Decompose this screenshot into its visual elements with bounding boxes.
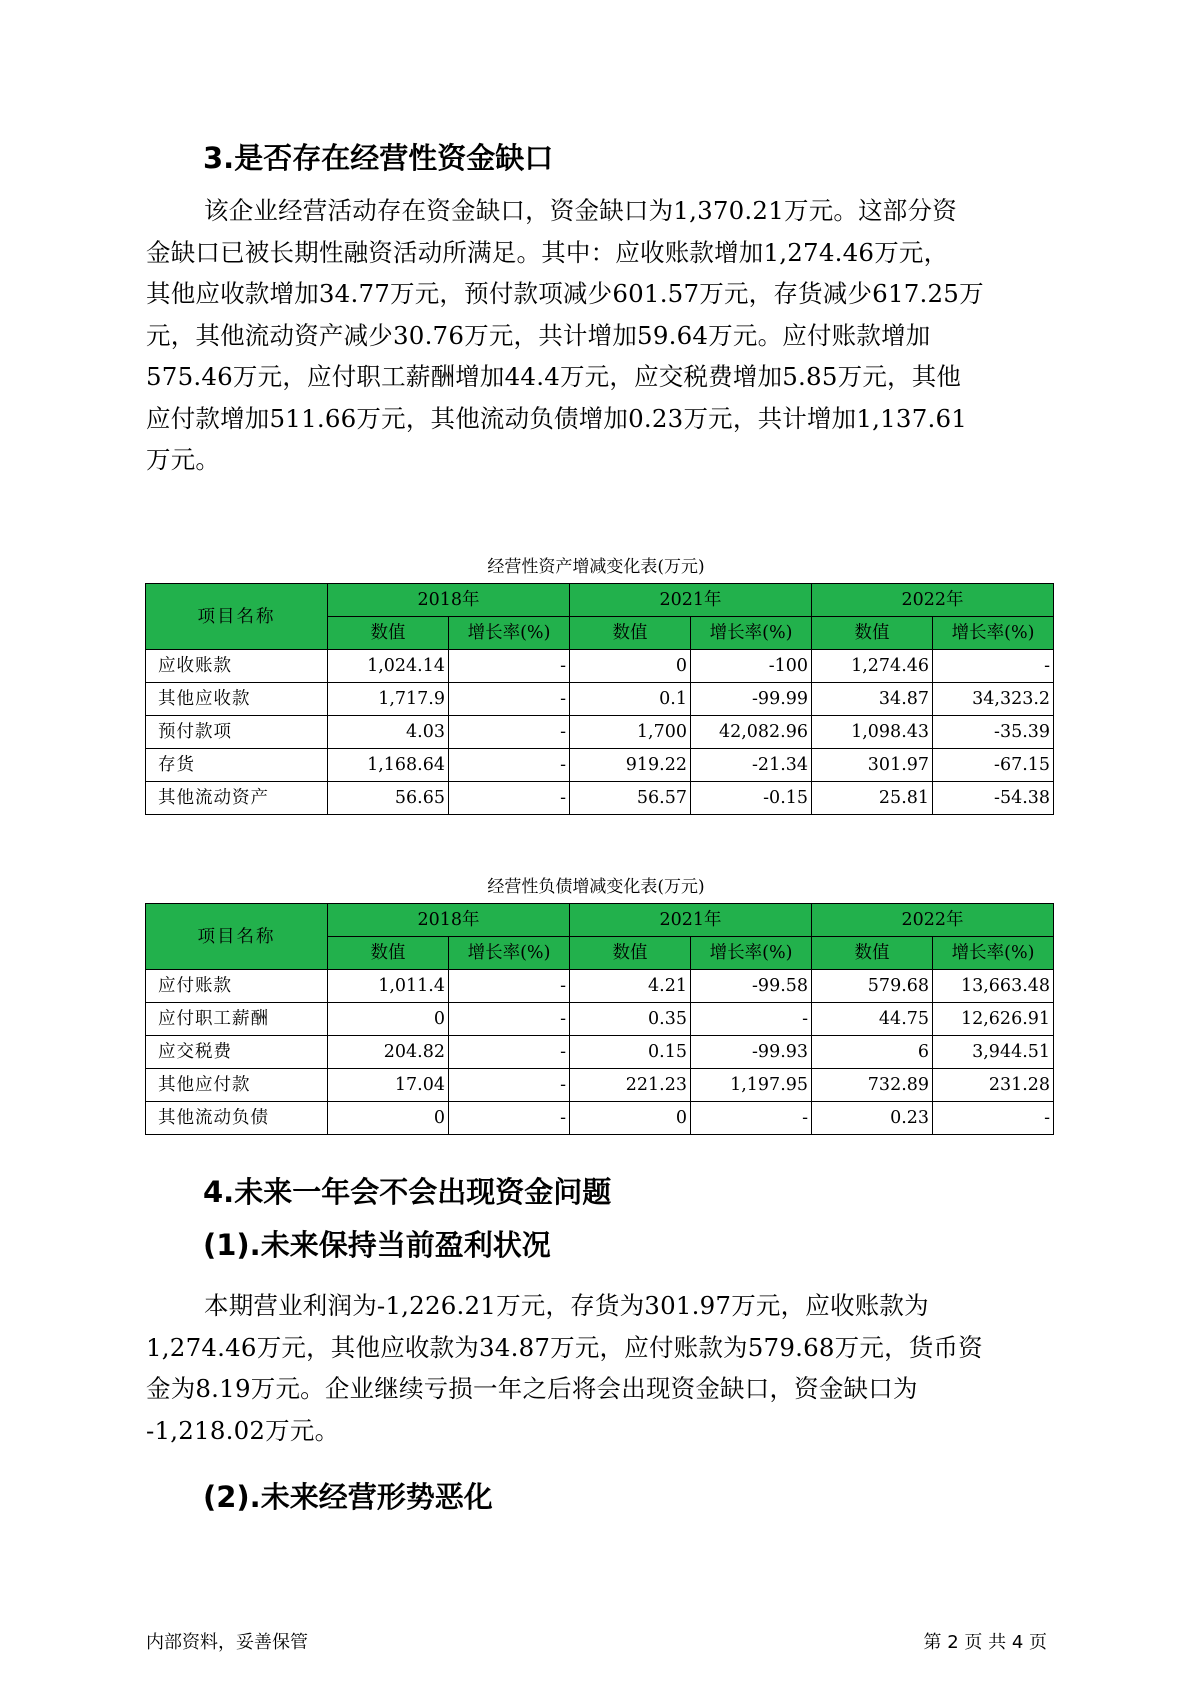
table-cell: - — [933, 1102, 1054, 1135]
column-header-value: 数值 — [812, 937, 933, 970]
table-row — [146, 683, 1054, 716]
table-cell: 25.81 — [812, 782, 933, 815]
table-cell: 42,082.96 — [691, 716, 812, 749]
column-header-rate: 增长率(%) — [691, 937, 812, 970]
subsection-1-paragraph — [146, 1285, 1046, 1451]
column-header-year: 2018年 — [328, 904, 570, 937]
liability-table-caption: 经营性负债增减变化表(万元) — [487, 877, 705, 897]
paragraph-line: 金为8.19万元。企业继续亏损一年之后将会出现资金缺口，资金缺口为 — [146, 1374, 918, 1403]
paragraph-line: 1,274.46万元，其他应收款为34.87万元，应付账款为579.68万元，货币资 — [146, 1332, 983, 1362]
table-cell: - — [449, 683, 570, 716]
table-cell: 1,024.14 — [328, 650, 449, 683]
table-cell: - — [933, 650, 1054, 683]
table-cell: 1,168.64 — [328, 749, 449, 782]
table-cell: 1,274.46 — [812, 650, 933, 683]
column-header-year: 2022年 — [812, 584, 1054, 617]
table-header-row — [146, 904, 1054, 937]
column-header-value: 数值 — [570, 937, 691, 970]
column-header-value: 数值 — [328, 937, 449, 970]
table-cell: - — [691, 1102, 812, 1135]
table-cell: 0.23 — [812, 1102, 933, 1135]
row-label: 应收账款 — [146, 650, 328, 683]
table-cell: -99.58 — [691, 970, 812, 1003]
table-cell: -0.15 — [691, 782, 812, 815]
column-header-rate: 增长率(%) — [691, 617, 812, 650]
column-header-rate: 增长率(%) — [933, 937, 1054, 970]
table-cell: 1,717.9 — [328, 683, 449, 716]
table-cell: -100 — [691, 650, 812, 683]
table-cell: 56.65 — [328, 782, 449, 815]
table-cell: 34.87 — [812, 683, 933, 716]
table-cell: 34,323.2 — [933, 683, 1054, 716]
table-cell: 231.28 — [933, 1069, 1054, 1102]
row-label: 预付款项 — [146, 716, 328, 749]
table-cell: 204.82 — [328, 1036, 449, 1069]
table-cell: - — [449, 1003, 570, 1036]
table-cell: -99.99 — [691, 683, 812, 716]
paragraph-line: 元，其他流动资产减少30.76万元，共计增加59.64万元。应付账款增加 — [146, 320, 931, 350]
column-header-rate: 增长率(%) — [449, 937, 570, 970]
table-row — [146, 1036, 1054, 1069]
section-4-heading: 4.未来一年会不会出现资金问题 — [203, 1175, 612, 1209]
paragraph-line: 本期营业利润为-1,226.21万元，存货为301.97万元，应收账款为 — [204, 1291, 929, 1320]
paragraph-line: 该企业经营活动存在资金缺口，资金缺口为1,370.21万元。这部分资 — [204, 196, 957, 225]
column-header-value: 数值 — [328, 617, 449, 650]
table-cell: - — [691, 1003, 812, 1036]
table-row — [146, 1003, 1054, 1036]
column-header-value: 数值 — [812, 617, 933, 650]
table-cell: -99.93 — [691, 1036, 812, 1069]
table-row — [146, 749, 1054, 782]
table-cell: 0 — [328, 1102, 449, 1135]
table-row — [146, 1102, 1054, 1135]
table-cell: -67.15 — [933, 749, 1054, 782]
paragraph-line: 应付款增加511.66万元，其他流动负债增加0.23万元，共计增加1,137.61 — [146, 403, 968, 433]
table-cell: - — [449, 749, 570, 782]
row-label: 应交税费 — [146, 1036, 328, 1069]
table-cell: 0.1 — [570, 683, 691, 716]
table-cell: 0.35 — [570, 1003, 691, 1036]
table-header-row — [146, 584, 1054, 617]
row-label: 其他应付款 — [146, 1069, 328, 1102]
table-cell: -54.38 — [933, 782, 1054, 815]
table-cell: -21.34 — [691, 749, 812, 782]
column-header-year: 2021年 — [570, 584, 812, 617]
footer-page-number: 第 2 页 共 4 页 — [923, 1632, 1047, 1653]
column-header-year: 2021年 — [570, 904, 812, 937]
table-cell: - — [449, 970, 570, 1003]
table-row — [146, 1069, 1054, 1102]
asset-table-caption: 经营性资产增减变化表(万元) — [487, 557, 705, 577]
row-label: 存货 — [146, 749, 328, 782]
table-cell: 1,011.4 — [328, 970, 449, 1003]
paragraph-line: 575.46万元，应付职工薪酬增加44.4万元，应交税费增加5.85万元，其他 — [146, 362, 962, 391]
table-cell: 732.89 — [812, 1069, 933, 1102]
liability-change-table — [145, 903, 1054, 1135]
paragraph-line: -1,218.02万元。 — [146, 1415, 340, 1445]
table-row — [146, 650, 1054, 683]
table-cell: 301.97 — [812, 749, 933, 782]
table-cell: 0 — [328, 1003, 449, 1036]
column-header-item-name: 项目名称 — [146, 904, 328, 970]
row-label: 其他流动负债 — [146, 1102, 328, 1135]
table-cell: - — [449, 1069, 570, 1102]
table-cell: 579.68 — [812, 970, 933, 1003]
column-header-year: 2022年 — [812, 904, 1054, 937]
column-header-value: 数值 — [570, 617, 691, 650]
table-cell: 1,700 — [570, 716, 691, 749]
paragraph-line: 金缺口已被长期性融资活动所满足。其中：应收账款增加1,274.46万元， — [146, 237, 949, 267]
footer-confidential-note: 内部资料，妥善保管 — [146, 1632, 308, 1653]
table-cell: 3,944.51 — [933, 1036, 1054, 1069]
column-header-item-name: 项目名称 — [146, 584, 328, 650]
table-cell: -35.39 — [933, 716, 1054, 749]
section-3-heading: 3.是否存在经营性资金缺口 — [203, 141, 554, 175]
table-cell: 1,098.43 — [812, 716, 933, 749]
table-row — [146, 970, 1054, 1003]
table-cell: 6 — [812, 1036, 933, 1069]
row-label: 其他流动资产 — [146, 782, 328, 815]
paragraph-line: 其他应收款增加34.77万元，预付款项减少601.57万元，存货减少617.25万 — [146, 279, 984, 308]
table-cell: 0 — [570, 650, 691, 683]
paragraph-line: 万元。 — [146, 445, 221, 474]
table-cell: 12,626.91 — [933, 1003, 1054, 1036]
table-cell: - — [449, 650, 570, 683]
table-cell: 0 — [570, 1102, 691, 1135]
asset-change-table — [145, 583, 1054, 815]
row-label: 其他应收款 — [146, 683, 328, 716]
column-header-year: 2018年 — [328, 584, 570, 617]
subsection-2-heading: (2).未来经营形势恶化 — [203, 1480, 493, 1514]
table-cell: 44.75 — [812, 1003, 933, 1036]
subsection-1-heading: (1).未来保持当前盈利状况 — [203, 1228, 551, 1262]
table-cell: - — [449, 1102, 570, 1135]
row-label: 应付职工薪酬 — [146, 1003, 328, 1036]
table-cell: - — [449, 1036, 570, 1069]
table-cell: - — [449, 716, 570, 749]
table-cell: 221.23 — [570, 1069, 691, 1102]
column-header-rate: 增长率(%) — [449, 617, 570, 650]
table-cell: 0.15 — [570, 1036, 691, 1069]
table-cell: - — [449, 782, 570, 815]
table-row — [146, 782, 1054, 815]
table-cell: 919.22 — [570, 749, 691, 782]
table-cell: 4.03 — [328, 716, 449, 749]
table-cell: 4.21 — [570, 970, 691, 1003]
section-3-paragraph — [146, 190, 1046, 481]
table-row — [146, 716, 1054, 749]
row-label: 应付账款 — [146, 970, 328, 1003]
table-cell: 17.04 — [328, 1069, 449, 1102]
table-cell: 56.57 — [570, 782, 691, 815]
table-cell: 13,663.48 — [933, 970, 1054, 1003]
column-header-rate: 增长率(%) — [933, 617, 1054, 650]
table-cell: 1,197.95 — [691, 1069, 812, 1102]
